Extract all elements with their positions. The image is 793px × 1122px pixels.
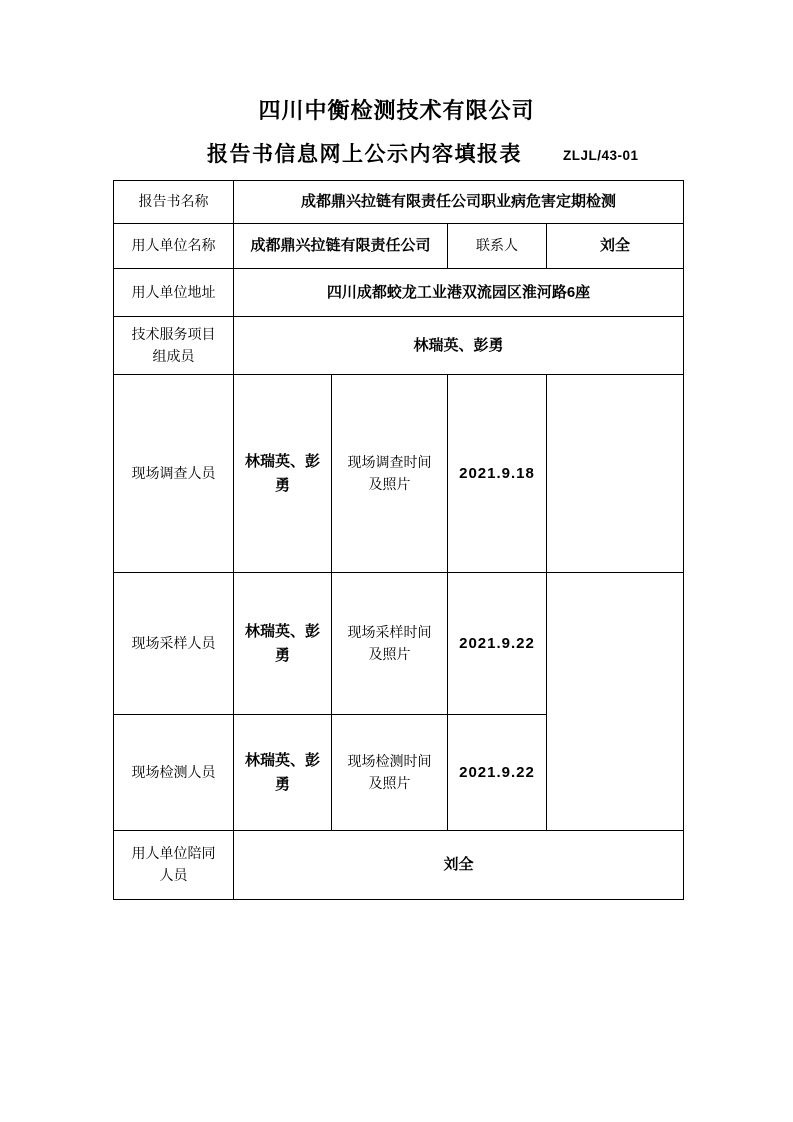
site-survey-label: 现场调查人员 xyxy=(114,375,234,573)
contact-value: 刘全 xyxy=(547,224,684,269)
site-sampling-personnel: 林瑞英、彭勇 xyxy=(234,573,332,715)
site-sampling-testing-photo-cell xyxy=(547,573,684,831)
project-team-value: 林瑞英、彭勇 xyxy=(234,317,684,375)
employer-name-value: 成都鼎兴拉链有限责任公司 xyxy=(234,224,448,269)
site-testing-time-label: 现场检测时间及照片 xyxy=(332,715,448,831)
employer-escort-label: 用人单位陪同人员 xyxy=(114,831,234,900)
site-survey-time-value: 2021.9.18 xyxy=(448,375,547,573)
project-team-label: 技术服务项目组成员 xyxy=(114,317,234,375)
site-testing-personnel: 林瑞英、彭勇 xyxy=(234,715,332,831)
site-sampling-label: 现场采样人员 xyxy=(114,573,234,715)
site-sampling-time-value: 2021.9.22 xyxy=(448,573,547,715)
row-report-name xyxy=(114,181,684,224)
employer-name-label: 用人单位名称 xyxy=(114,224,234,269)
site-survey-photo-cell xyxy=(547,375,684,573)
row-employer-address xyxy=(114,269,684,317)
employer-escort-value: 刘全 xyxy=(234,831,684,900)
subtitle-row xyxy=(0,141,793,171)
form-table xyxy=(113,180,684,900)
doc-code: ZLJL/43-01 xyxy=(563,148,639,163)
employer-address-label: 用人单位地址 xyxy=(114,269,234,317)
site-testing-time-value: 2021.9.22 xyxy=(448,715,547,831)
site-testing-label: 现场检测人员 xyxy=(114,715,234,831)
contact-label: 联系人 xyxy=(448,224,547,269)
form-title: 报告书信息网上公示内容填报表 xyxy=(207,143,522,166)
employer-address-value: 四川成都蛟龙工业港双流园区淮河路6座 xyxy=(234,269,684,317)
site-survey-time-label: 现场调查时间及照片 xyxy=(332,375,448,573)
row-project-team xyxy=(114,317,684,375)
row-site-sampling xyxy=(114,573,684,715)
row-site-survey xyxy=(114,375,684,573)
report-name-label: 报告书名称 xyxy=(114,181,234,224)
row-employer-name xyxy=(114,224,684,269)
site-survey-personnel: 林瑞英、彭勇 xyxy=(234,375,332,573)
company-title: 四川中衡检测技术有限公司 xyxy=(258,98,535,123)
report-name-value: 成都鼎兴拉链有限责任公司职业病危害定期检测 xyxy=(234,181,684,224)
site-sampling-time-label: 现场采样时间及照片 xyxy=(332,573,448,715)
row-employer-escort xyxy=(114,831,684,900)
